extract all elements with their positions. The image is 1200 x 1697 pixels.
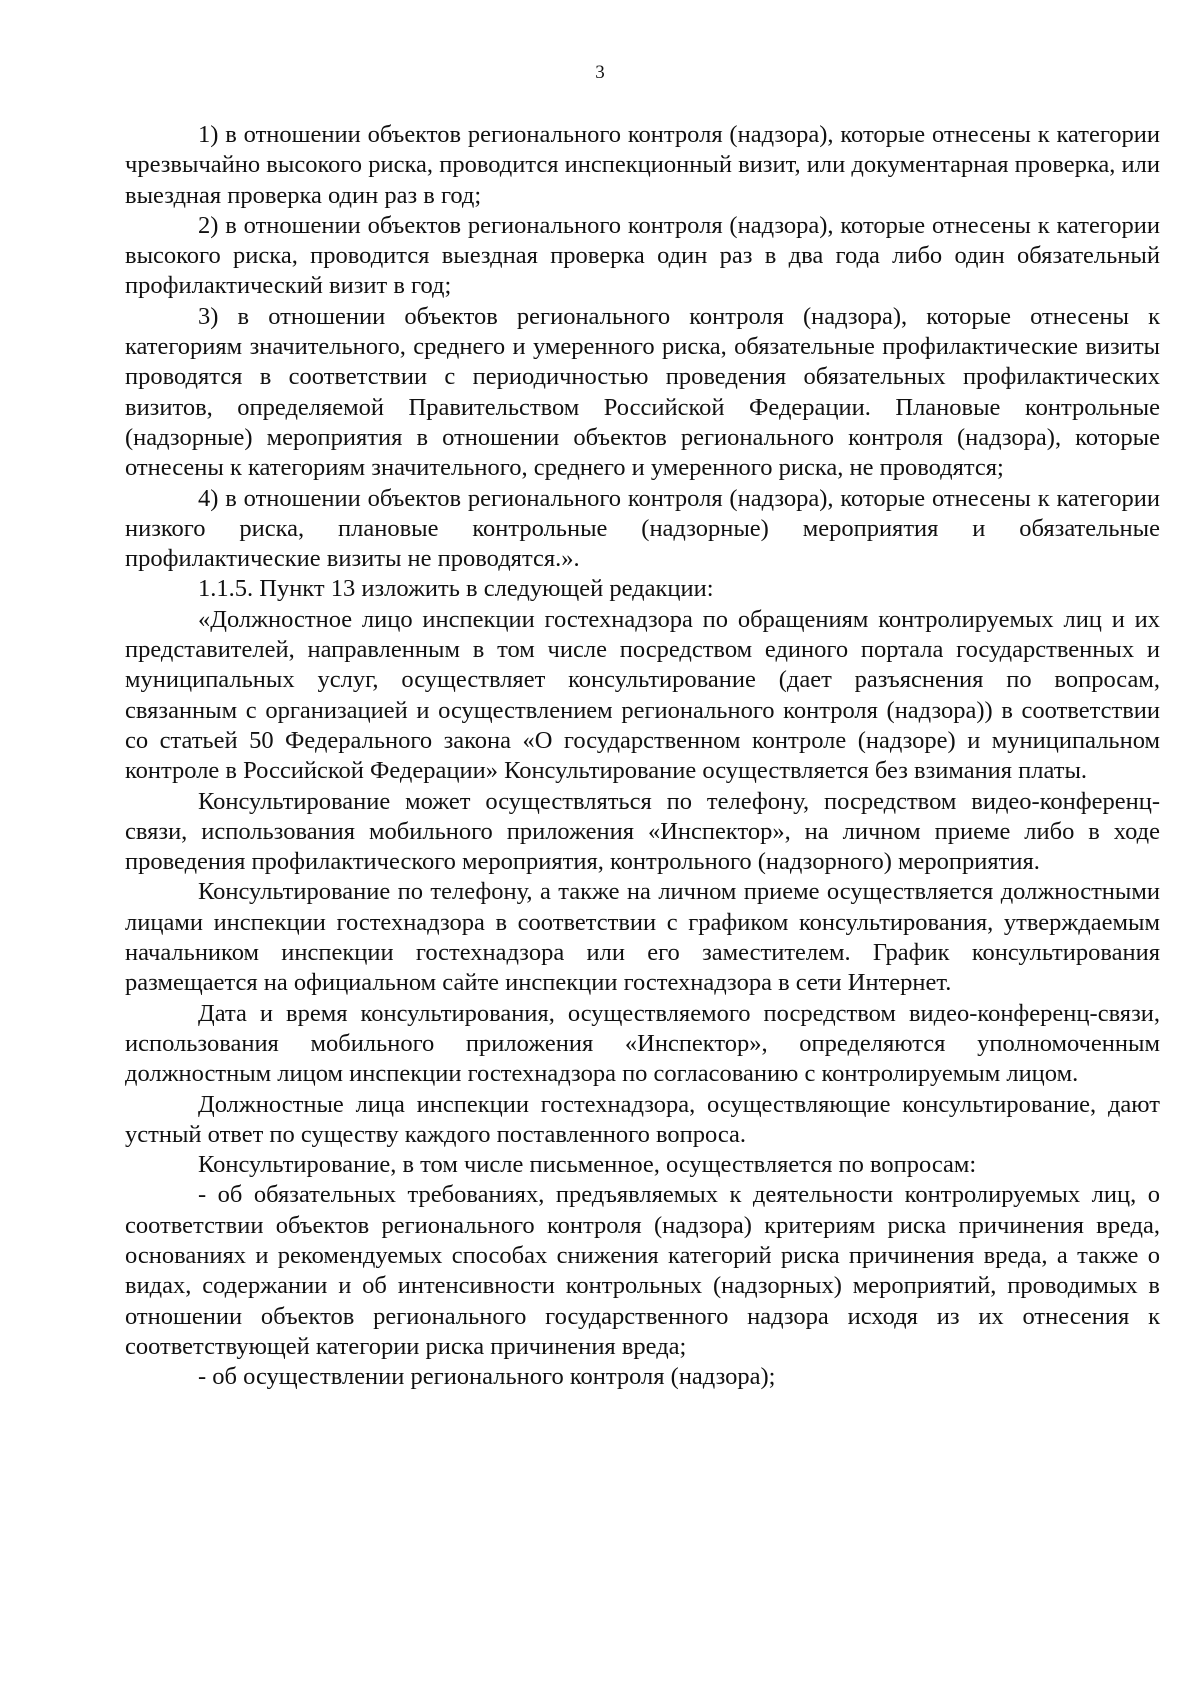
list-item-mandatory-requirements: - об обязательных требованиях, предъявляемых к деятельности контролируемых лиц, о соответствии объектов регионального контроля (надзора) критериям риска причинения вреда, основаниях и рекомендуемых способах снижения категорий риска причинения вреда, а также о видах, содержании и об интенсивности контрольных (надзорных) мероприятий, проводимых в отношении объектов регионального государственного надзора исходя из их отнесения к соответствующей категории риска причинения вреда;: [125, 1181, 1160, 1360]
paragraph-consulting-intro: «Должностное лицо инспекции гостехнадзора по обращениям контролируемых лиц и их представителей, направленным в том числе посредством единого портала государственных и муниципальных услуг, осуществляет консультирование (дает разъяснения по вопросам, связанным с организацией и осуществлением регионального контроля (надзора)) в соответствии со статьей 50 Федерального закона «О государственном контроле (надзоре) и муниципальном контроле в Российской Федерации» Консультирование осуществляется без взимания платы.: [125, 605, 1160, 785]
paragraph-consulting-oral-answer: Должностные лица инспекции гостехнадзора, осуществляющие консультирование, дают устный ответ по существу каждого поставленного вопроса.: [125, 1090, 1160, 1148]
paragraph-consulting-methods: Консультирование может осуществляться по телефону, посредством видео-конференц-связи, использования мобильного приложения «Инспектор», на личном приеме либо в ходе проведения профилактического мероприятия, контрольного (надзорного) мероприятия.: [125, 787, 1160, 876]
paragraph-consulting-video: Дата и время консультирования, осуществляемого посредством видео-конференц-связи, использования мобильного приложения «Инспектор», определяются уполномоченным должностным лицом инспекции гостехнадзора по согласованию с контролируемым лицом.: [125, 999, 1160, 1088]
document-body: [125, 120, 1160, 1392]
paragraph-clause-heading: 1.1.5. Пункт 13 изложить в следующей редакции:: [198, 575, 714, 603]
paragraph-risk-significant-medium-moderate: 3) в отношении объектов регионального контроля (надзора), которые отнесены к категориям значительного, среднего и умеренного риска, обязательные профилактические визиты проводятся в соответствии с периодичностью проведения обязательных профилактических визитов, определяемой Правительством Российской Федерации. Плановые контрольные (надзорные) мероприятия в отношении объектов регионального контроля (надзора), которые отнесены к категориям значительного, среднего и умеренного риска, не проводятся;: [125, 302, 1160, 482]
paragraph-risk-high: 2) в отношении объектов регионального контроля (надзора), которые отнесены к категории высокого риска, проводится выездная проверка один раз в два года либо один обязательный профилактический визит в год;: [125, 211, 1160, 300]
list-item-regional-control: - об осуществлении регионального контроля (надзора);: [198, 1363, 776, 1391]
paragraph-risk-extremely-high: 1) в отношении объектов регионального контроля (надзора), которые отнесены к категории чрезвычайно высокого риска, проводится инспекционный визит, или документарная проверка, или выездная проверка один раз в год;: [125, 121, 1160, 209]
paragraph-risk-low: 4) в отношении объектов регионального контроля (надзора), которые отнесены к категории низкого риска, плановые контрольные (надзорные) мероприятия и обязательные профилактические визиты не проводятся.».: [125, 484, 1160, 573]
paragraph-consulting-topics: Консультирование, в том числе письменное, осуществляется по вопросам:: [198, 1151, 977, 1179]
page-number: 3: [595, 62, 605, 83]
paragraph-consulting-schedule: Консультирование по телефону, а также на личном приеме осуществляется должностными лицами инспекции гостехнадзора в соответствии с графиком консультирования, утверждаемым начальником инспекции гостехнадзора или его заместителем. График консультирования размещается на официальном сайте инспекции гостехнадзора в сети Интернет.: [125, 878, 1160, 997]
